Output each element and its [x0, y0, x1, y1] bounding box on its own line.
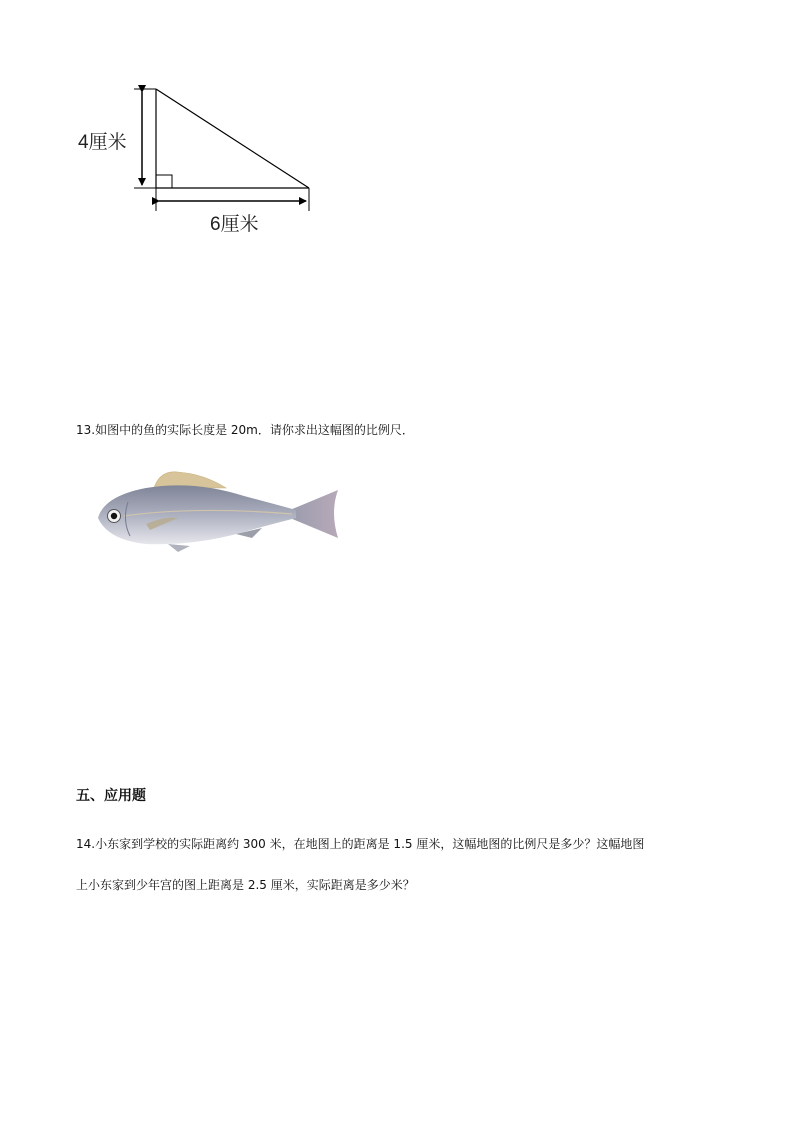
question-14-line-2: 上小东家到少年宫的图上距离是 2.5 厘米，实际距离是多少米？	[76, 878, 415, 892]
base-label: 6厘米	[210, 214, 259, 235]
triangle-hypotenuse	[156, 89, 309, 188]
fish-image	[94, 466, 344, 558]
right-angle-mark	[156, 175, 172, 188]
fish-dorsal-fin	[154, 472, 226, 488]
question-14-line-1: 14.小东家到学校的实际距离约 300 米，在地图上的距离是 1.5 厘米，这幅地图的比例尺是多少？这幅地图	[76, 837, 645, 851]
height-label: 4厘米	[78, 132, 127, 153]
right-triangle-figure	[70, 80, 330, 240]
fish-tail	[290, 490, 338, 538]
fish-body	[98, 485, 296, 544]
section-title: 五、应用题	[76, 788, 146, 804]
fish-pelvic-fin	[168, 544, 190, 552]
question-13: 13.如图中的鱼的实际长度是 20m．请你求出这幅图的比例尺．	[76, 423, 414, 437]
fish-pupil	[111, 513, 117, 519]
